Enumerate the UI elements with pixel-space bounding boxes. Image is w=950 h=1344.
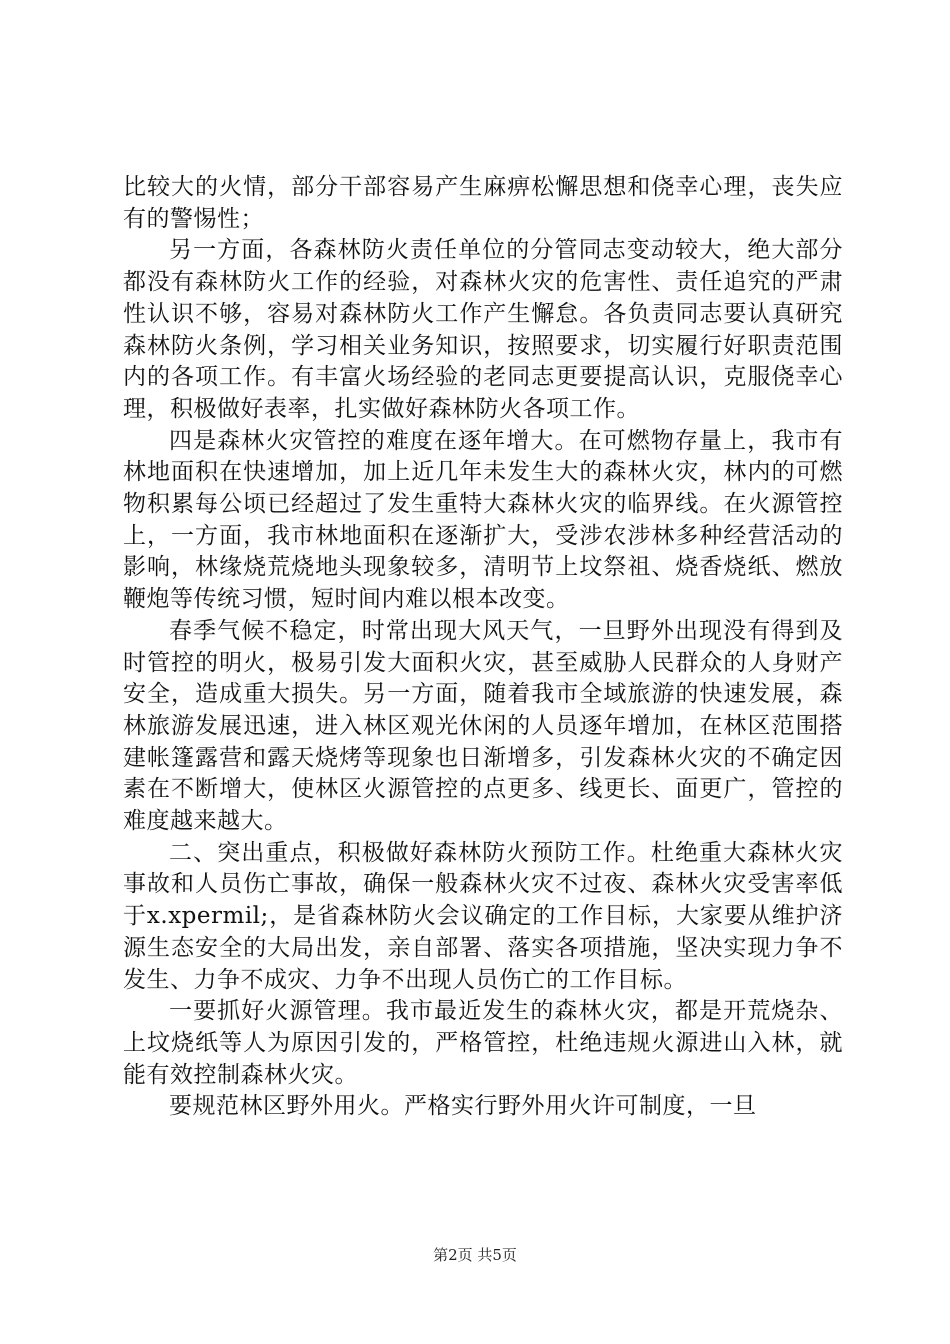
paragraph: 二、突出重点，积极做好森林防火预防工作。杜绝重大森林火灾事故和人员伤亡事故，确保一般森林火灾不过夜、森林火灾受害率低于x.xpermil;，是省森林防火会议确定的工作目标，大家要从维护济源生态安全的大局出发，亲自部署、落实各项措施，坚决实现力争不发生、力争不成灾、力争不出现人员伤亡的工作目标。	[123, 839, 843, 993]
paragraph: 春季气候不稳定，时常出现大风天气，一旦野外出现没有得到及时管控的明火，极易引发大面积火灾，甚至威胁人民群众的人身财产安全，造成重大损失。另一方面，随着我市全域旅游的快速发展，森林旅游发展迅速，进入林区观光休闲的人员逐年增加，在林区范围搭建帐篷露营和露天烧烤等现象也日渐增多，引发森林火灾的不确定因素在不断增大，使林区火源管控的点更多、线更长、面更广，管控的难度越来越大。	[123, 617, 843, 835]
paragraph: 比较大的火情，部分干部容易产生麻痹松懈思想和侥幸心理，丧失应有的警惕性；	[123, 174, 843, 232]
page-number-footer: 第2页 共5页	[433, 1246, 517, 1264]
document-body	[123, 172, 843, 1123]
paragraph: 要规范林区野外用火。严格实行野外用火许可制度，一旦	[169, 1093, 757, 1120]
paragraph: 一要抓好火源管理。我市最近发生的森林火灾，都是开荒烧杂、上坟烧纸等人为原因引发的，严格管控，杜绝违规火源进山入林，就能有效控制森林火灾。	[123, 998, 843, 1088]
paragraph: 四是森林火灾管控的难度在逐年增大。在可燃物存量上，我市有林地面积在快速增加，加上近几年未发生大的森林火灾，林内的可燃物积累每公顷已经超过了发生重特大森林火灾的临界线。在火源管控上，一方面，我市林地面积在逐渐扩大，受涉农涉林多种经营活动的影响，林缘烧荒烧地头现象较多，清明节上坟祭祖、烧香烧纸、燃放鞭炮等传统习惯，短时间内难以根本改变。	[123, 427, 843, 613]
paragraph: 另一方面，各森林防火责任单位的分管同志变动较大，绝大部分都没有森林防火工作的经验，对森林火灾的危害性、责任追究的严肃性认识不够，容易对森林防火工作产生懈怠。各负责同志要认真研究森林防火条例，学习相关业务知识，按照要求，切实履行好职责范围内的各项工作。有丰富火场经验的老同志更要提高认识，克服侥幸心理，积极做好表率，扎实做好森林防火各项工作。	[123, 237, 843, 422]
